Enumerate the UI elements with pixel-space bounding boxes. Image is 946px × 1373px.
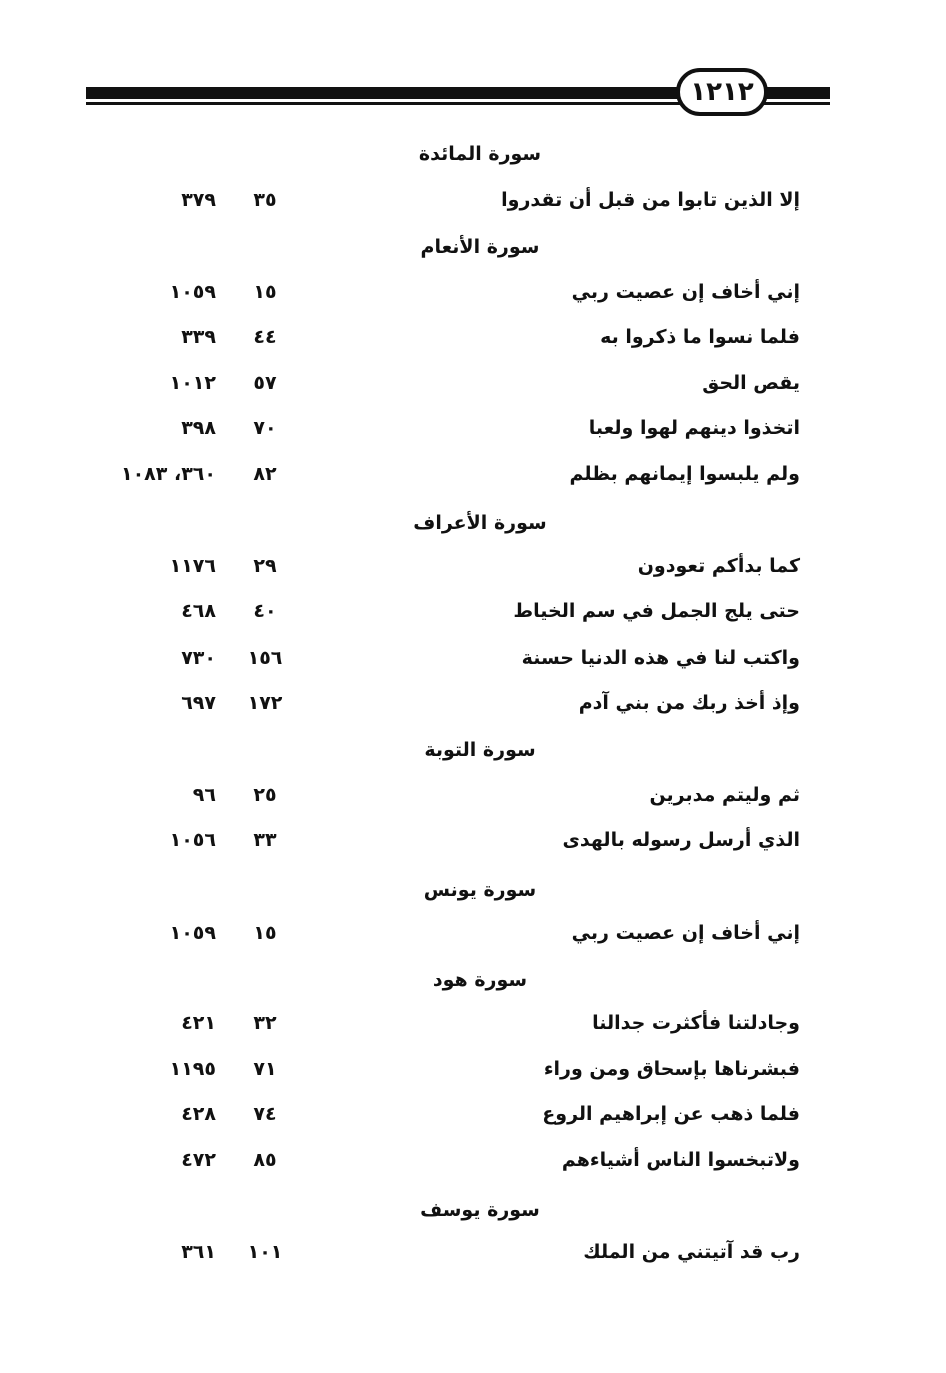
verse-text: حتى يلج الجمل في سم الخياط [513,600,800,622]
ayah-number: ٢٩ [253,555,277,577]
index-row [0,1054,946,1084]
index-row [0,643,946,673]
index-row [0,277,946,307]
verse-text: ثم وليتم مدبرين [649,784,800,806]
section-heading: سورة الأنعام [420,236,540,258]
section-heading: سورة الأعراف [413,512,547,534]
ayah-number: ٧١ [253,1058,277,1080]
page-reference: ١١٩٥ [169,1058,216,1080]
ayah-number: ١٥٦ [247,647,283,669]
verse-text: فبشرناها بإسحاق ومن وراء [543,1058,800,1080]
page-reference: ٣٦٠، ١٠٨٣ [120,463,216,485]
verse-text: إلا الذين تابوا من قبل أن تقدروا [501,189,800,211]
section-heading: سورة المائدة [418,143,542,165]
page-reference: ٣٣٩ [181,326,216,348]
ayah-number: ٤٠ [253,600,277,622]
ayah-number: ١٠١ [247,1241,283,1263]
index-row [0,688,946,718]
ayah-number: ١٧٢ [247,692,283,714]
ayah-number: ١٥ [253,281,277,303]
section-heading: سورة يوسف [420,1199,540,1221]
index-row [0,368,946,398]
page-reference: ١٠٥٩ [169,922,216,944]
page-reference: ١٠٥٩ [169,281,216,303]
ayah-number: ٥٧ [253,372,277,394]
section-heading: سورة التوبة [424,739,536,761]
index-row [0,1099,946,1129]
index-row [0,1008,946,1038]
page-reference: ١٠١٢ [169,372,216,394]
page-reference: ٣٦١ [181,1241,216,1263]
ayah-number: ٣٣ [253,829,277,851]
ayah-number: ٧٠ [253,417,277,439]
index-row [0,459,946,489]
index-row [0,1145,946,1175]
verse-text: الذي أرسل رسوله بالهدى [562,829,800,851]
index-row [0,185,946,215]
ayah-number: ٣٢ [253,1012,277,1034]
page-reference: ٤٢٨ [181,1103,216,1125]
ayah-number: ٢٥ [253,784,277,806]
index-row [0,918,946,948]
ayah-number: ٨٢ [253,463,277,485]
ayah-number: ٣٥ [253,189,277,211]
verse-text: ولاتبخسوا الناس أشياءهم [561,1149,800,1171]
page-number: ١٢١٢ [676,68,768,116]
section-heading: سورة هود [432,969,528,991]
page-reference: ٤٢١ [181,1012,216,1034]
index-row [0,322,946,352]
verse-text: كما بدأكم تعودون [637,555,800,577]
verse-text: إني أخاف إن عصيت ربي [571,281,800,303]
index-row [0,413,946,443]
index-row [0,596,946,626]
verse-text: فلما ذهب عن إبراهيم الروع [542,1103,800,1125]
ayah-number: ١٥ [253,922,277,944]
index-row [0,825,946,855]
index-row [0,551,946,581]
verse-text: اتخذوا دينهم لهوا ولعبا [588,417,800,439]
page-reference: ١١٧٦ [169,555,216,577]
page-reference: ٩٦ [192,784,216,806]
page-reference: ١٠٥٦ [169,829,216,851]
verse-text: فلما نسوا ما ذكروا به [600,326,800,348]
verse-text: يقص الحق [702,372,800,394]
verse-text: وإذ أخذ ربك من بني آدم [578,692,800,714]
page-reference: ٤٦٨ [181,600,216,622]
page-reference: ٧٣٠ [181,647,216,669]
verse-text: ولم يلبسوا إيمانهم بظلم [569,463,800,485]
ayah-number: ٤٤ [253,326,277,348]
ayah-number: ٨٥ [253,1149,277,1171]
ayah-number: ٧٤ [253,1103,277,1125]
verse-text: وجادلتنا فأكثرت جدالنا [592,1012,800,1034]
verse-text: إني أخاف إن عصيت ربي [571,922,800,944]
index-row [0,1237,946,1267]
page-reference: ٣٩٨ [181,417,216,439]
verse-text: واكتب لنا في هذه الدنيا حسنة [521,647,800,669]
page-reference: ٦٩٧ [181,692,216,714]
page-reference: ٣٧٩ [181,189,216,211]
verse-text: رب قد آتيتني من الملك [583,1241,800,1263]
section-heading: سورة يونس [423,879,537,901]
page-reference: ٤٧٢ [181,1149,216,1171]
index-row [0,780,946,810]
